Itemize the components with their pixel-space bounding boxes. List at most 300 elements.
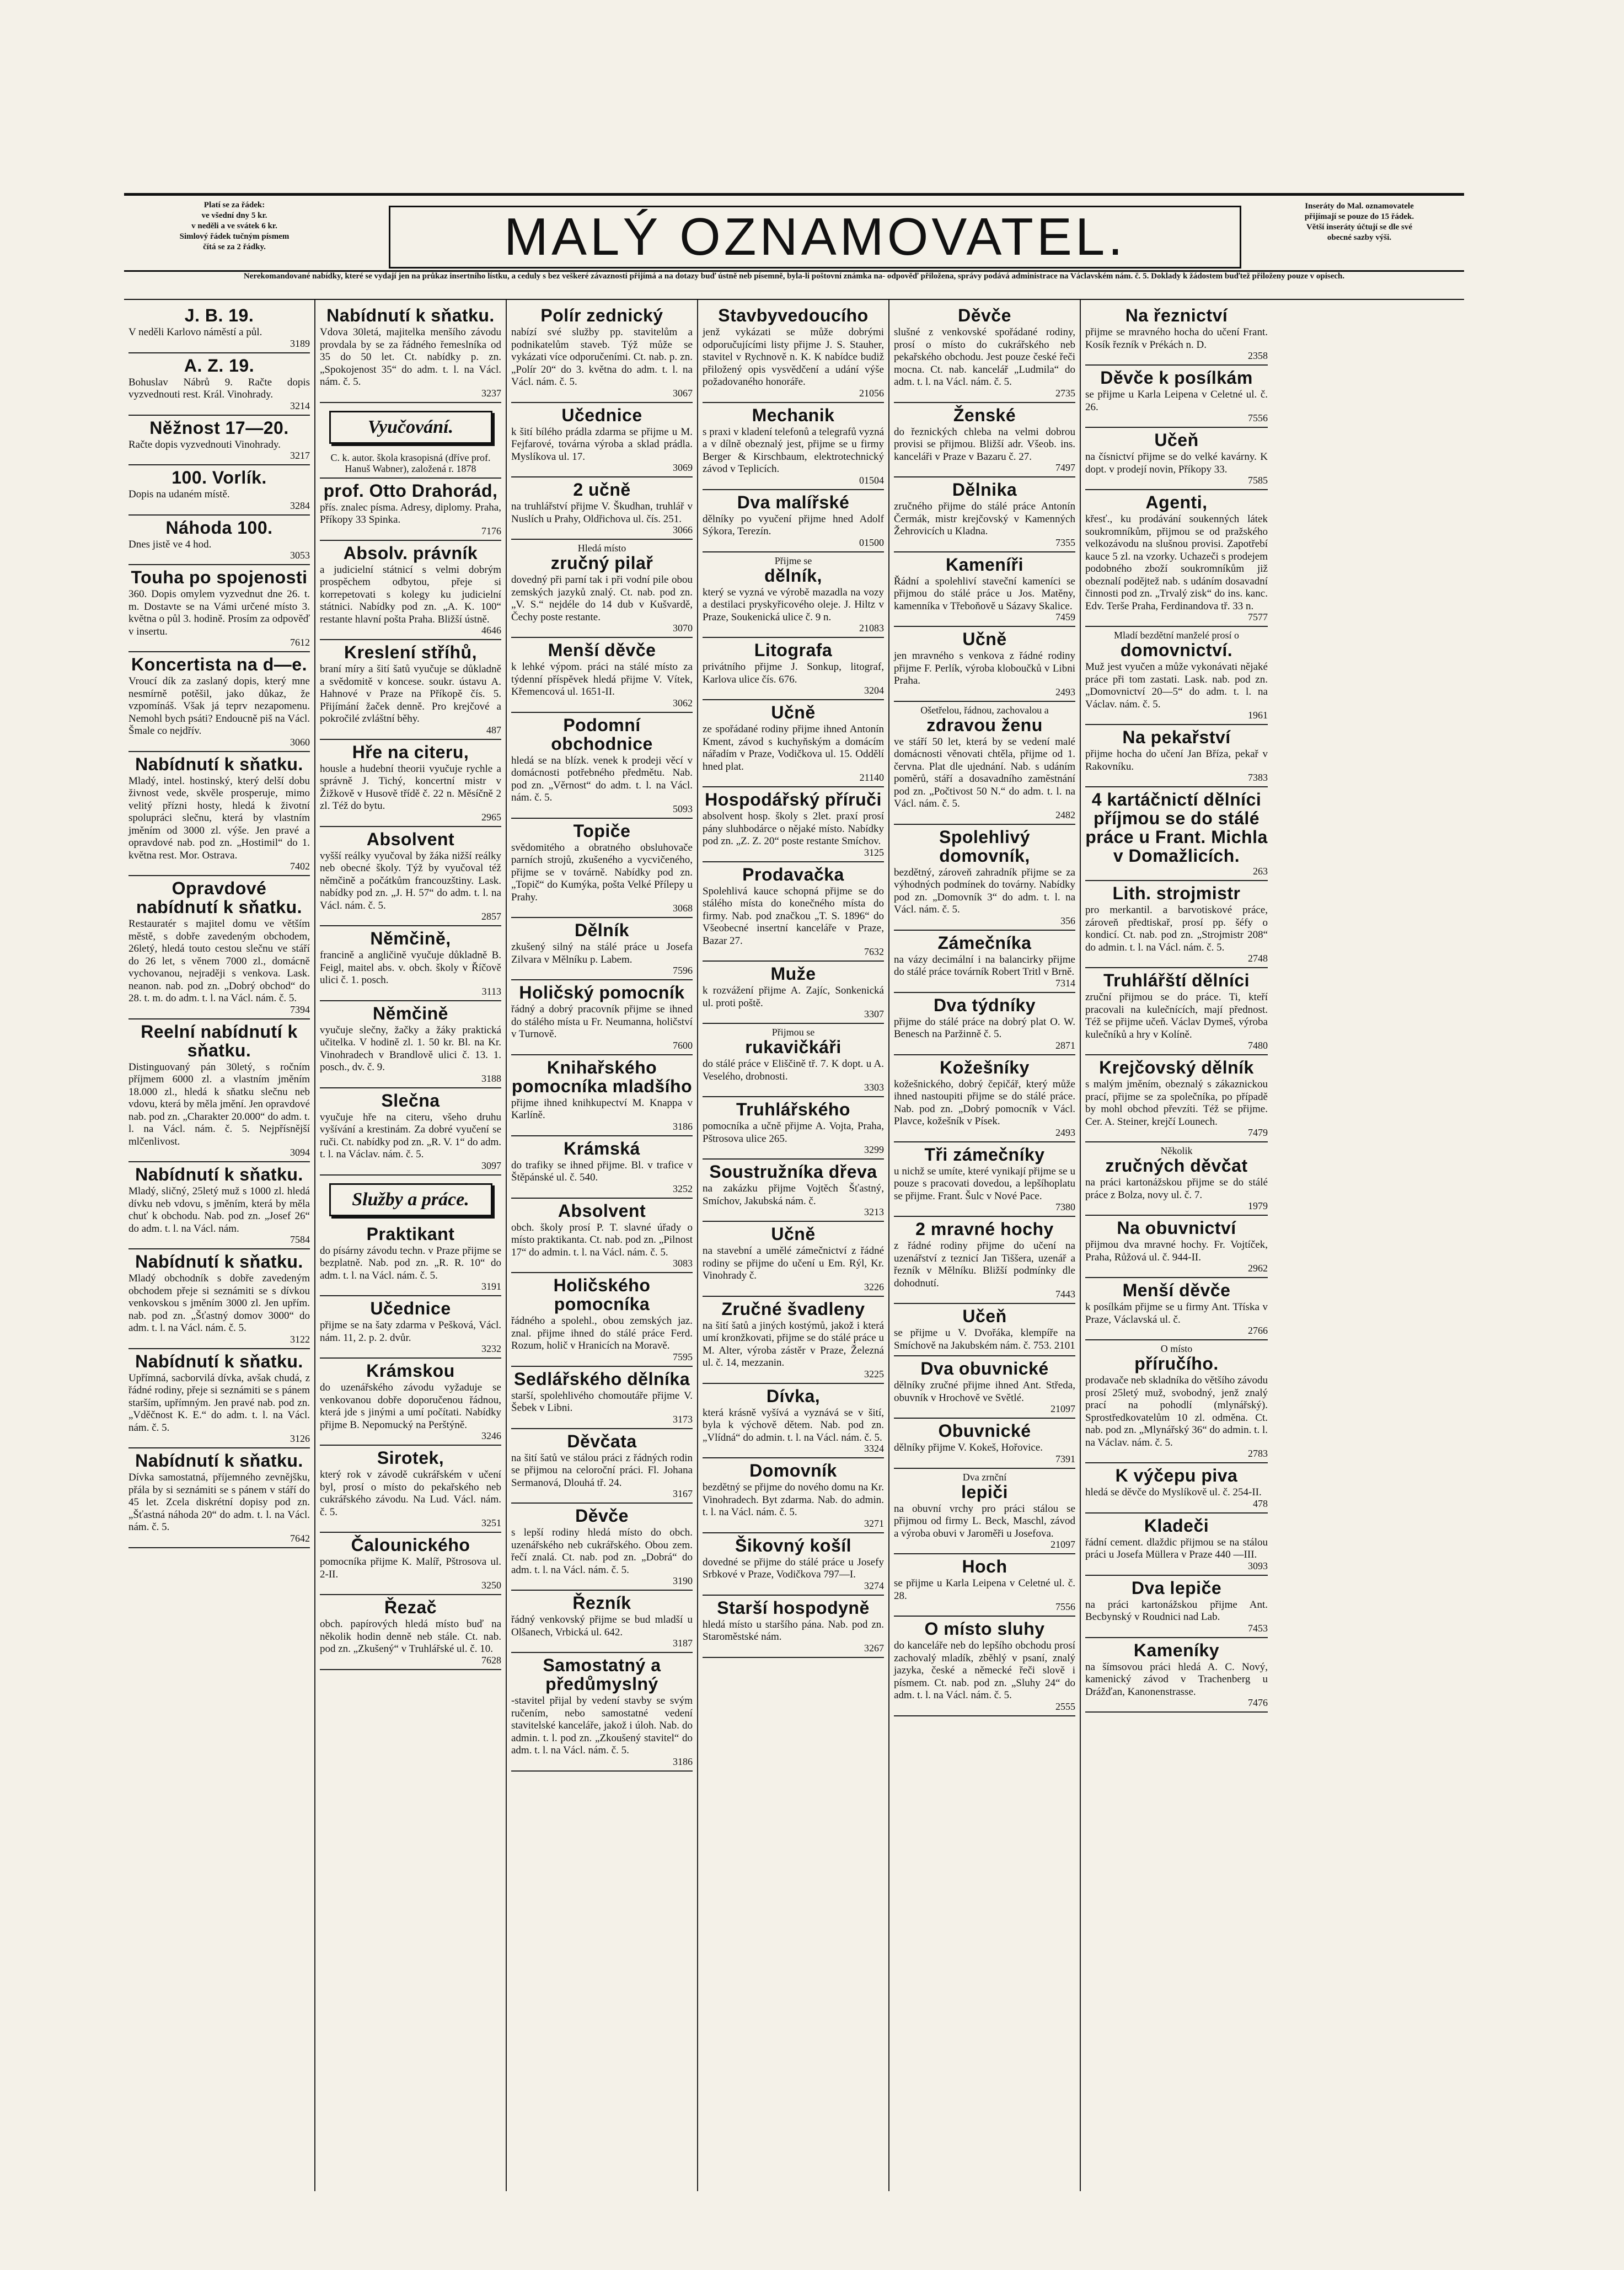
ad-text: přijme ihned knihkupectví M. Knappa v Karlíně. [511,1097,693,1121]
ad-headline: Děvče [575,1506,629,1526]
ad-headline: Zručné švadleny [721,1298,865,1319]
ad-headline: Truhlářského [736,1099,850,1119]
classified-ad [894,1356,1075,1419]
ad-text: řádný a dobrý pracovník přijme se ihned do stálého místa u Fr. Neumanna, holičství v Turnově. [511,1003,693,1040]
ad-number: 21097 [1050,1539,1075,1550]
ad-headline: Zámečníka [937,932,1032,953]
classified-ad [128,1162,310,1249]
ad-headline: Podomní obchodnice [551,715,653,754]
classified-ad [894,702,1075,825]
classified-ad [703,1160,884,1222]
ad-headline: prof. Otto Drahorád, [323,480,498,501]
ad-headline: Menší děvče [1122,1280,1231,1300]
ad-number: 3252 [673,1183,693,1194]
ad-text: jenž vykázati se může dobrými odporučujícími listy přijme J. S. Stauher, stavitel v Rychnově n. K. K nabídce budiž přiložený opis vysvědčení a udání výše požadovaného honoráře. [703,326,884,388]
classified-ad [511,713,693,819]
ad-text: řádní cement. dlaždic přijmou se na stálou práci u Josefa Müllera v Praze 440 —III. [1085,1536,1268,1560]
classified-ad [1085,1514,1268,1576]
ad-prefix: Ošetřelou, řádnou, zachovalou a [920,704,1049,716]
classified-ad [894,1217,1075,1304]
ad-headline: Mechanik [752,405,835,425]
classified-ad [128,565,310,652]
ad-text: vyučuje hře na citeru, všeho druhu vyšívání a krestinám. Za dobré vyučení se ruči. Ct. nabídky pod zn. „R. V. 1“ do adm. t. l. na Václav. nám. č. 5. [320,1111,501,1160]
ad-number: 7556 [1248,412,1268,423]
ad-number: 7402 [290,861,310,872]
ad-number: 01500 [859,536,884,548]
classified-ad [703,552,884,638]
ad-number: 3237 [481,387,501,399]
ad-text: na truhlářství přijme V. Škudhan, truhlář v Nuslích u Prahy, Oldřichova ul. čís. 251. [511,501,693,525]
ad-text: na práci kartonážskou přijme se do stálé práce z Bolza, novy ul. č. 7. [1085,1177,1268,1201]
ad-headline: Šikovný košíl [735,1535,852,1555]
ad-number: 2766 [1248,1325,1268,1336]
ad-headline: Hoch [962,1557,1007,1576]
classified-ad [320,1296,501,1359]
classified-ad [703,1458,884,1533]
ad-headline: 4 kartáčnictí dělníci příjmou se do stálé práce u Frant. Michla v Domažlicích. [1085,790,1268,866]
ad-headline: Nabídnutí k sňatku. [135,1451,303,1471]
pricing-line: v neděli a ve svátek 6 kr. [191,222,277,230]
ad-headline: Touha po spojenosti [131,567,308,587]
ad-number: 3226 [864,1281,884,1292]
ad-headline: Nabídnutí k sňatku. [135,1351,303,1371]
classified-ad [511,1367,693,1429]
ad-text: prodavače neb skladníka do většího závodu prosí 25letý muž, svobodný, jenž znalý prací na pohodlí (mlynářský). Sprostředkovatelům 10 zl. odměna. Ct. nab. pod zn. „Mlynářský 36“ do admin. t. l. na Václav. nám. č. 5. [1085,1375,1268,1448]
ad-headline: Holičského pomocníka [553,1275,651,1314]
ad-text: která krásně vyšívá a vyznává se v šití, byla k výchově dětem. Nab. pod zn. „Vlídná“ do admin. t. l. na Václ. nám. č. 5. [703,1407,884,1443]
ad-text: Dnes jistě ve 4 hod. [128,538,212,550]
ad-headline: dělník, [764,565,822,586]
ad-text: s lepší rodiny hledá místo do obch. uzenářského neb cukrářského. Obou zem. řečí znalá. Ct. nab. pod zn. „Dobrá“ do adm. t. l. na Václ. nám. č. 5. [511,1527,693,1576]
ad-headline: Dva malířské [737,492,850,512]
ad-headline: Koncertista na d—e. [131,654,307,674]
section-heading-sluzby: Služby a práce. [329,1183,492,1216]
ad-number: 3122 [290,1333,310,1345]
ad-text: zručného přijme do stálé práce Antonín Čermák, mistr krejčovský v Kamenných Žehrovicích u Kladna. [894,501,1075,537]
ad-text: hledá se na blízk. venek k prodeji věcí v domácnosti potřebného předmětu. Nab. pod zn. „Věrnost“ do adm. t. l. na Václ. nám. č. 5. [511,754,693,803]
ad-headline: Učně [962,629,1007,649]
ad-headline: Holičský pomocník [519,983,685,1002]
ad-headline: Absolvent [366,829,455,849]
ad-number: 7459 [1055,611,1075,622]
column-2 [315,300,507,2191]
column-4 [698,300,889,2191]
column-6 [1081,300,1272,2191]
classified-ad [320,479,501,541]
classified-ad [511,1273,693,1367]
ad-number: 3217 [290,450,310,461]
ad-text: housle a hudební theorii vyučuje rychle a správně J. Tichý, koncertní mistr v Žižkově v Husově třídě č. 22 n. Měsíčně 2 zl. Též do bytu. [320,763,501,812]
classified-ad [1085,627,1268,725]
classified-ad [1085,1638,1268,1713]
ad-text: absolvent hosp. školy s 2let. praxí prosí pány sluhbodárce o nějaké místo. Nabídky pod zn. „Z. Z. 20“ poste restante Smíchov. [703,811,884,847]
classified-ad [128,1349,310,1449]
ad-headline: 100. Vorlík. [171,468,267,487]
ad-headline: Na obuvnictví [1117,1218,1236,1238]
ad-headline: Učednice [370,1298,451,1318]
terms-line: Větší inseráty účtují se dle své [1306,223,1413,232]
ad-headline: Něžnost 17—20. [149,417,289,438]
ad-number: 7453 [1248,1622,1268,1634]
classified-ad [320,1088,501,1176]
classified-ad [320,303,501,403]
ad-number: 7355 [1055,536,1075,548]
ad-text: přijme se mravného hocha do učení Frant. Kosík řezník v Prékách n. D. [1085,326,1268,351]
ad-text: na stavební a umělé zámečnictví z řádné rodiny se přijme do učení u Em. Rýl, Kr. Vinohrady č. [703,1245,884,1281]
classified-ad [703,700,884,787]
ad-text: Dívka samostatná, příjemného zevnějšku, přála by si seznámiti se s pánem v stáří do 45 let. Zcela diskrétní dopisy pod zn. „Šťastná náhoda 20“ do adm. t. l. na Václ. nám. č. 5. [128,1472,310,1533]
ad-headline: Dva týdníky [933,995,1036,1015]
ad-headline: Učednice [561,405,642,425]
classified-ad [1085,1340,1268,1463]
ad-headline: Absolvent [558,1200,646,1221]
ad-text: slušné z venkovské spořádané rodiny, prosí o místo do cukrářského neb pekařského obchodu. Jest pouze české řeči mocna. Ct. nab. kancelář „Ludmila“ do adm. t. l. na Václ. nám. č. 5. [894,326,1075,388]
classified-ad [703,1596,884,1658]
ad-number: 21056 [859,387,884,399]
ad-number: 3068 [673,903,693,914]
ad-headline: Prodavačka [742,864,844,884]
classified-ad [511,1136,693,1199]
classified-ad [894,1554,1075,1617]
classified-ad [703,1222,884,1297]
ad-headline: Lith. strojmistr [1112,883,1241,903]
ad-headline: Nabídnutí k sňatku. [326,305,495,325]
ad-headline: domovnictví. [1120,640,1233,660]
ad-text: na zakázku přijme Vojtěch Šťastný, Smíchov, Jakubská nám. č. [703,1183,884,1207]
ad-text: se přijme u Karla Leipena v Celetné ul. č. 26. [1085,389,1268,413]
classified-ad [320,1222,501,1297]
classified-ad [894,477,1075,552]
ad-text: dělníky po vyučení přijme hned Adolf Sýkora, Terezín. [703,513,884,537]
ad-number: 3251 [481,1517,501,1528]
ad-text: přís. znalec písma. Adresy, diplomy. Praha, Příkopy 33 Spinka. [320,501,501,525]
ad-number: 7595 [673,1351,693,1362]
ad-headline: Slečna [381,1090,440,1110]
newspaper-page [124,193,1464,2189]
ad-prefix: Hledá místo [577,543,626,554]
ad-prefix: C. k. autor. škola krasopisná (dříve prof. Hanuš Wabner), založená r. 1878 [330,452,491,474]
classified-ad [1085,968,1268,1055]
column-5 [889,300,1081,2191]
classified-ad [894,1419,1075,1469]
classified-ad [511,1429,693,1504]
ad-text: Bohuslav Nábrů 9. Račte dopis vyzvednouti rest. Král. Vinohrady. [128,376,310,400]
ad-text: Vroucí dík za zaslaný dopis, který mne nesmírně potěšil, jako důkaz, že vzpomínáš. Však já teprv nezapomenu. Nemohl bych psáti? Endoucně piš na Václ. Šmale co nejdřív. [128,675,310,737]
ad-number: 3113 [481,985,501,997]
classified-ad [511,1504,693,1591]
ad-headline: Učeň [1154,430,1199,450]
classified-ad [320,1446,501,1533]
ad-headline: 2 mravné hochy [915,1219,1054,1239]
ad-headline: Muže [770,964,816,984]
classified-ad [1085,1216,1268,1278]
ad-headline: Obuvnické [938,1421,1031,1441]
ad-number: 3188 [481,1072,501,1084]
ad-number: 2493 [1055,686,1075,697]
classified-ad [320,449,501,479]
classified-ad [511,638,693,713]
ad-text: starší, spolehlivého chomoutáře přijme V. Šebek v Libni. [511,1389,693,1414]
ad-text: Račte dopis vyzvednouti Vinohrady. [128,438,281,450]
ad-text: přijme se na šaty zdarma v Pešková, Václ. nám. 11, 2. p. 2. dvůr. [320,1319,501,1344]
ad-number: 2962 [1248,1263,1268,1274]
classified-ad [320,1595,501,1670]
ad-headline: Nabídnutí k sňatku. [135,754,303,774]
ad-text: zkušený silný na stálé práce u Josefa Zilvara v Mělníku p. Labem. [511,941,693,965]
ad-text: dovedný při parní tak i při vodní pile obou zemských jazyků znalý. Ct. nab. pod zn. „V. S.“ nejdéle do 14 dub v Kušvardě, Čechy poste restante. [511,574,693,623]
ad-headline: Agenti, [1145,492,1208,512]
classified-ad [511,918,693,980]
ad-headline: Nabídnutí k sňatku. [135,1252,303,1271]
ad-number: 3060 [290,736,310,748]
ad-headline: lepiči [961,1482,1008,1502]
ad-headline: Učeň [962,1306,1007,1326]
ad-prefix: O místo [1160,1343,1193,1354]
ad-headline: Domovník [749,1461,837,1480]
ad-headline: Kameníky [1133,1640,1220,1660]
classified-ad [1085,787,1268,881]
ad-headline: Hře na citeru, [352,742,469,762]
ad-text: do písárny závodu techn. v Praze přijme se bezplatně. Nab. pod zn. „R. R. 10“ do adm. t. l. na Václ. nám. č. 5. [320,1244,501,1281]
ad-number: 3069 [673,462,693,473]
ad-number: 3094 [290,1147,310,1158]
ad-number: 4646 [481,625,501,636]
ad-number: 3284 [290,500,310,511]
ad-text: Restauratér s majitel domu ve větším městě, s dobře zavedeným obchodem, 26letý, hledá touto cestou slečnu ve stáří do 26 let, s věnem 7000 zl., domácně vychovanou, nejraději s venkova. Lask. neanon. nab. pod zn. „Dobrý obchod“ do 28. t. m. do adm. t. l. na Václ. nám. č. 5. [128,918,310,1004]
ad-text: s praxi v kladení telefonů a telegrafů vyzná a v dílně obeznalý jest, přijme se u firmy Berger & Kirschbaum, elektrotechnický závod v Teplicích. [703,426,884,475]
ad-number: 7642 [290,1532,310,1544]
classified-ad [703,1384,884,1459]
ad-text: bezdětný se přijme do nového domu na Kr. Vinohradech. Byt zdarma. Nab. do admin. t. l. na Václ. nám. č. 5. [703,1482,884,1518]
ad-number: 3267 [864,1642,884,1654]
ad-headline: Knihařského pomocníka mladšího [511,1057,693,1096]
ad-headline: Starší hospodyně [717,1597,870,1618]
terms-line: Inseráty do Mal. oznamovatele [1305,202,1414,211]
classified-ad [894,1617,1075,1716]
ad-number: 487 [486,724,501,736]
ad-number: 7628 [481,1654,501,1666]
ad-prefix: Mladí bezdětní manželé prosí o [1114,630,1239,641]
ad-number: 3250 [481,1580,501,1591]
classified-ad [703,787,884,862]
classified-ad [703,1533,884,1596]
ad-number: 3271 [864,1517,884,1529]
ad-headline: rukavičkáři [745,1037,842,1057]
ad-number: 3126 [290,1433,310,1444]
classified-ad [320,1001,501,1088]
ad-headline: Řezník [572,1593,631,1613]
ad-text: do uzenářského závodu vyžaduje se venkovanou dobře doporučenou řádnou, která jde s jinými a umí počítati. Nabídky přijme B. Nepomucký na Perštýně. [320,1382,501,1431]
ad-text: Mladý obchodník s dobře zavedeným obchodem přeje si seznámiti se s dívkou venkovskou s jměním 3000 zl. Jen upřím. nab. pod zn. „Šťastný domov 3000“ do adm. t. l. na Václ. nám. č. 5. [128,1273,310,1334]
ad-headline: Kladeči [1144,1515,1209,1536]
classified-ad [511,1653,693,1772]
ad-number: 3083 [673,1258,693,1269]
ad-number: 2857 [481,911,501,922]
ad-number: 2783 [1248,1448,1268,1459]
ad-text: pomocníka a učně přijme A. Vojta, Praha, Pštrosova ulice 265. [703,1120,884,1145]
ad-headline: Praktikant [366,1223,455,1244]
ad-text: řádný venkovský přijme se bud mladší u Olšanech, Vrbická ul. 642. [511,1614,693,1638]
ad-text: k lehké výpom. práci na stálé místo za týdenní příspěvek hledá přijme V. Vítek, Křemencová ul. 1651-II. [511,661,693,697]
ad-number: 7497 [1055,462,1075,473]
ad-headline: Opravdové nabídnutí k sňatku. [136,878,303,917]
ad-text: braní míry a šití šatů vyučuje se důkladně a svědomitě v koncese. soukr. ústavu A. Hahnové v Praze na Příkopě čís. 5. Přijímání žaček denně. Pro krejčové a pokročilé zvláštní běhy. [320,663,501,725]
classified-ad [894,931,1075,993]
ad-headline: Sedlářského dělníka [514,1369,690,1389]
ad-headline: Absolv. právník [343,543,478,563]
ad-number: 3274 [864,1580,884,1591]
ad-text: se přijme u Karla Leipena v Celetné ul. č. 28. [894,1577,1075,1602]
column-3 [507,300,698,2191]
classified-ad [703,638,884,700]
ad-text: Dopis na udaném místě. [128,489,230,500]
ad-headline: Hospodářský příruči [705,790,882,809]
classified-ad [894,993,1075,1055]
classified-ad [894,1142,1075,1217]
ad-text: na čísnictví přijme se do velké kavárny. K dopt. v prodejí novin, Příkopy 33. [1085,451,1268,475]
ad-text: jen mravného s venkova z řádné rodiny přijme F. Perlík, výroba kloboučků v Libni Praha. [894,650,1075,686]
ad-headline: Stavbyvedoucího [718,305,869,325]
classified-ad [1085,1142,1268,1216]
ad-headline: A. Z. 19. [184,355,255,375]
ad-number: 2358 [1248,350,1268,361]
classified-ad [703,303,884,403]
classified-ad [894,627,1075,702]
ad-number: 7380 [1055,1201,1075,1212]
ad-headline: Soustružníka dřeva [709,1162,877,1182]
ad-number: 3062 [673,697,693,709]
ad-number: 5093 [673,803,693,814]
ad-number: 7480 [1248,1040,1268,1051]
ad-text: se přijme u V. Dvořáka, klempíře na Smíchově na Jakubském nám. č. 753. 2101 [894,1327,1075,1351]
ad-headline: Reelní nabídnutí k sňatku. [141,1021,298,1060]
ad-number: 263 [1253,866,1268,877]
classified-ad [128,1448,310,1548]
ad-text: k rozvážení přijme A. Zajíc, Sonkenická ul. proti poště. [703,985,884,1009]
ad-headline: Kreslení stříhů, [344,642,477,662]
ad-number: 3173 [673,1413,693,1425]
ad-text: Spolehlivá kauce schopná přijme se do stálého místa do konečného místa do firmy. Nab. pod značkou „T. S. 1896“ do Všeobecné insertní kanceláře v Praze, Bazar 27. [703,885,884,947]
ad-number: 3324 [864,1443,884,1454]
ad-headline: J. B. 19. [184,305,254,325]
classified-ad [894,552,1075,627]
ad-headline: Děvče [958,305,1011,325]
ad-headline: Litografa [754,640,833,660]
ad-headline: Děvče k posílkám [1100,368,1253,388]
classified-ad [1085,303,1268,366]
ad-text: 360. Dopis omylem vyzvednut dne 26. t. m. Dostavte se na Vámi určené místo 3. května o půl 3. hodině. Prosím za odpověď v insertu. [128,588,310,637]
ad-number: 2748 [1248,953,1268,964]
ad-text: Distinguovaný pán 30letý, s ročním příjmem 6000 zl. a vlastním jměním 18.000 zl., hledá k sňatku slečnu neb vdovu, která by měla jmění. Jen opravdové nab. pod zn. „Charakter 20.000“ do adm. t. l. na Václ. nám. č. 5. Nejpřísnější mlčenlivost. [128,1061,310,1147]
ad-number: 3303 [864,1082,884,1093]
ad-number: 2493 [1055,1126,1075,1138]
ad-number: 01504 [859,474,884,486]
classified-ad [128,465,310,516]
ad-headline: Na řeznictví [1125,305,1228,325]
ad-text: vyšší reálky vyučoval by žáka nižší reálky neb obecné školy. Týž by vyučoval též němčině a počátkům francouzštiny. Lask. nabídky pod zn. „J. H. 57“ do adm. t. l. na Václ. nám. č. 5. [320,850,501,911]
ad-headline: Kožešníky [940,1057,1030,1077]
classified-ad [1085,428,1268,490]
terms-line: přijímají se pouze do 15 řádek. [1304,212,1414,221]
ad-headline: Dělník [574,920,630,940]
ad-headline: Němčině, [370,929,451,948]
ad-text: hledá se děvče do Myslíkově ul. č. 254-II. [1085,1486,1262,1498]
classified-ad [1085,1278,1268,1340]
ad-headline: Polír zednický [540,305,663,325]
ad-text: do stálé práce v Eliščině tř. 7. K dopt. u A. Veselého, drobnosti. [703,1058,884,1082]
ad-text: řádného a spolehl., obou zemských jaz. znal. přijme ihned do stálé práce Ferd. Rozum, holič v Hranicích na Moravě. [511,1315,693,1351]
ad-prefix: Dva zrnční [962,1471,1007,1483]
ad-number: 7596 [673,965,693,976]
ad-number: 3189 [290,337,310,349]
classified-ad [894,825,1075,931]
ad-text: vyučuje slečny, žačky a žáky praktická učitelka. V hodině zl. 1. 50 kr. Bl. na Kr. Vinohradech v Brandlově ulici č. 13. 1. posch., dv. č. 9. [320,1024,501,1073]
classified-ad [320,827,501,927]
classified-ad [511,1591,693,1653]
ad-text: který se vyzná ve výrobě mazadla na vozy a destilaci pryskyřicového oleje. J. Hiltz v Praze, Soukenická ulice č. 9 n. [703,586,884,623]
ad-text: do kanceláře neb do lepšího obchodu prosí zachovalý mladík, zběhlý v psaní, znalý jazyka, české a německé řeči slově i písmem. Ct. nab. pod zn. „Sluhy 24“ do adm. t. l. na Václ. nám. č. 5. [894,1640,1075,1701]
classified-ad [128,652,310,752]
classified-ad [894,403,1075,478]
ad-text: Mladý, intel. hostinský, který delší dobu živnost vede, skvěle prosperuje, mimo velitý přízni hosty, hledá k životní spolupráci slečnu, která by vlastním jměním od 3000 zl. výše. Jen pravé a opravdové nab. pod zn. „Hostimil“ do 1. května rest. Mor. Ostrava. [128,775,310,861]
classified-ad [1085,490,1268,627]
classified-ad [703,490,884,552]
ad-number: 3204 [864,685,884,696]
ad-headline: Děvčata [567,1431,637,1451]
ad-text: a judicielní státnicí s velmi dobrým prospěchem odbytou, přeje si korrepetovati s kolegy ku judicielní státnici. Nabídky pod zn. „A. K. 100“ restante hlavní pošta Praha. Bližší ústně. [320,564,501,625]
ad-text: na práci kartonážskou přijme Ant. Becbynský v Roudnici nad Lab. [1085,1598,1268,1623]
classified-ad [1085,1055,1268,1142]
ad-text: přijme do stálé práce na dobrý plat O. W. Benesch na Paržinně č. 5. [894,1016,1075,1040]
ad-number: 7612 [290,637,310,648]
ad-text: k šití bílého prádla zdarma se přijme u M. Fejfarové, továrna výroba a sklad prádla. Myslíkova ul. 17. [511,426,693,463]
ad-number: 7556 [1055,1601,1075,1612]
ad-number: 3187 [673,1638,693,1649]
ad-prefix: Přijmou se [771,1027,815,1038]
ad-number: 3246 [481,1430,501,1441]
classified-ad [511,980,693,1055]
ad-text: z řádné rodiny přijme do učení na uzenářství z teznicí Jan Tiššera, uzenář a řezník v Mělníku. Bližší podmínky dle dohodnutí. [894,1240,1075,1289]
ad-number: 7479 [1248,1127,1268,1138]
classified-ad [511,1055,693,1136]
ad-number: 3167 [673,1488,693,1499]
ad-text: ze spořádané rodiny přijme ihned Antonín Kment, závod s kuchyňským a domácím nářadím v Praze, Vodičkova ul. 15. Oddělí hned plat. [703,723,884,772]
ad-headline: Učně [771,702,816,722]
ad-number: 3232 [481,1343,501,1354]
classified-ad [894,303,1075,403]
ad-number: 21140 [859,772,884,783]
ad-headline: Menší děvče [548,640,656,660]
ad-number: 7632 [864,946,884,957]
ad-text: na šití šatů a jiných kostýmů, jakož i která umí kronžkovati, přijme se do stálé práce u M. Alter, výroba zástěr v Praze, Železná ul. č. 14, mezzanin. [703,1319,884,1369]
ad-headline: Náhoda 100. [165,517,273,538]
ad-number: 3066 [673,524,693,535]
ad-number: 3299 [864,1144,884,1155]
ad-text: nabízí své služby pp. stavitelům a podnikatelům staveb. Týž může se vykázati více odporučeními. Ct. nab. p. zn. „Polír 20“ do 3. května do adm. t. l. na Václ. nám. č. 5. [511,326,693,388]
ad-number: 7391 [1055,1453,1075,1464]
masthead [124,193,1464,272]
ad-prefix: Několik [1160,1145,1193,1156]
ad-text: hledá místo u staršího pána. Nab. pod zn. Staroměstské nám. [703,1618,884,1643]
ad-text: na šímsovou práci hledá A. C. Nový, kamenický závod v Trachenberg u Drážďan, Kanonenstrasse. [1085,1661,1268,1698]
ad-number: 7443 [1055,1289,1075,1300]
masthead-terms [1255,201,1464,243]
ad-number: 1979 [1248,1200,1268,1211]
ad-text: francině a angličině vyučuje důkladně B. Feigl, maitel abs. v. obch. školy v Říčově ulici č. 1. posch. [320,949,501,986]
ad-text: u nichž se umíte, které vynikají přijme se u pouze s pracovati dovedou, a lepšíhoplatu se přijme. Frant. Šulc v Nové Pace. [894,1165,1075,1202]
classified-ad [128,1249,310,1349]
ad-text: s malým jměním, obeznalý s zákaznickou prací, přijme se za společníka, po případě by mohl obchod převzíti. Též se přijme. Cer. A. Steiner, krejčí Lounech. [1085,1078,1268,1128]
